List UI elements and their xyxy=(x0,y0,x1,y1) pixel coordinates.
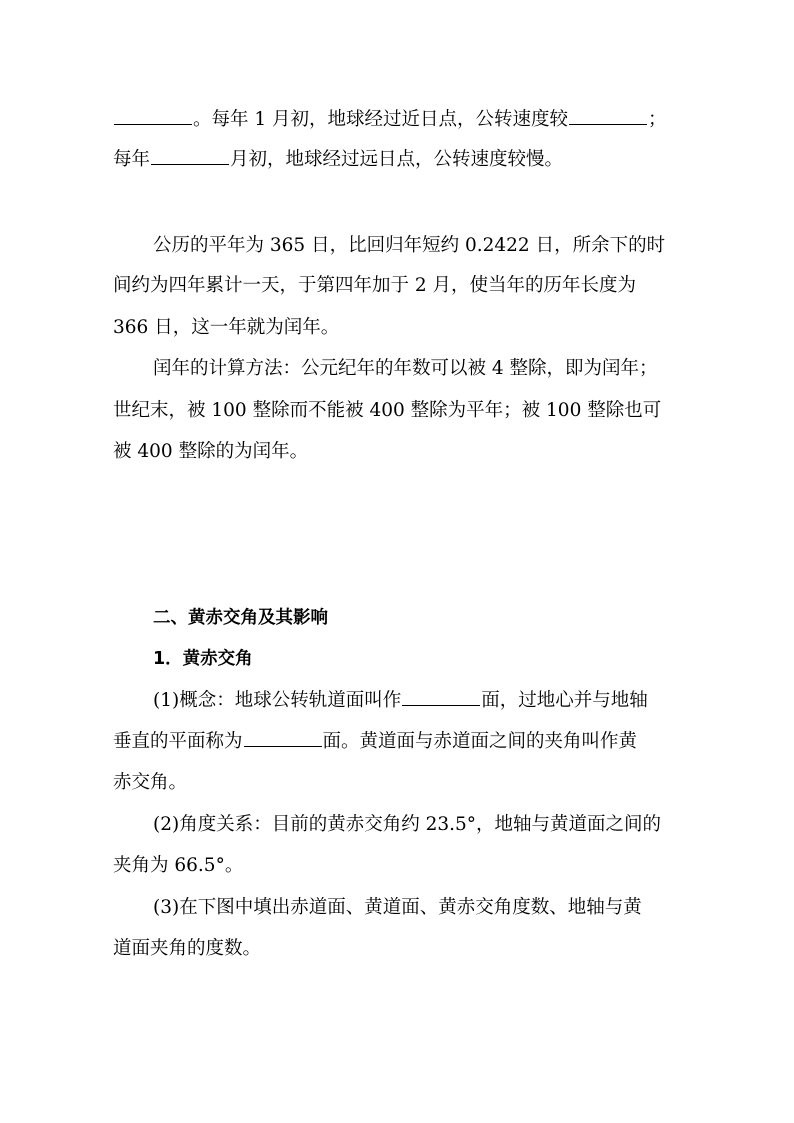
p3-line-2: 世纪末，被 100 整除而不能被 400 整除为平年；被 100 整除也可 xyxy=(113,400,662,421)
concept-line-3: 赤交角。 xyxy=(113,772,188,793)
subsection-heading: 1．黄赤交角 xyxy=(153,649,253,669)
task-line-2: 道面夹角的度数。 xyxy=(113,938,262,959)
angle-line-1: (2)角度关系：目前的黄赤交角约 23.5°，地轴与黄道面之间的 xyxy=(153,814,662,835)
text: (1)概念：地球公转轨道面叫作 xyxy=(153,690,402,711)
text: 面，过地心并与地轴 xyxy=(481,690,648,711)
text: 每年 xyxy=(113,149,151,170)
fill-blank[interactable] xyxy=(151,146,229,165)
fill-blank[interactable] xyxy=(569,106,647,125)
text: ； xyxy=(648,109,667,130)
p1-line-1 xyxy=(113,105,667,135)
concept-line-1 xyxy=(153,686,648,716)
text: 垂直的平面称为 xyxy=(113,731,243,752)
concept-line-2 xyxy=(113,727,637,757)
p3-line-3: 被 400 整除的为闰年。 xyxy=(113,441,309,462)
text: 月初，地球经过远日点，公转速度较慢。 xyxy=(230,149,564,170)
p2-line-2: 间约为四年累计一天，于第四年加于 2 月，使当年的历年长度为 xyxy=(113,275,637,296)
p2-line-3: 366 日，这一年就为闰年。 xyxy=(113,317,340,338)
p1-line-2 xyxy=(113,145,563,175)
fill-blank[interactable] xyxy=(402,687,480,706)
task-line-1: (3)在下图中填出赤道面、黄道面、黄赤交角度数、地轴与黄 xyxy=(153,897,642,918)
fill-blank[interactable] xyxy=(244,728,322,747)
section-heading: 二、黄赤交角及其影响 xyxy=(153,608,328,628)
p2-line-1: 公历的平年为 365 日，比回归年短约 0.2422 日，所余下的时 xyxy=(153,235,666,256)
text: 面。黄道面与赤道面之间的夹角叫作黄 xyxy=(322,731,638,752)
text: 。每年 1 月初，地球经过近日点，公转速度较 xyxy=(193,109,569,130)
fill-blank[interactable] xyxy=(114,106,192,125)
p3-line-1: 闰年的计算方法：公元纪年的年数可以被 4 整除，即为闰年； xyxy=(153,358,658,379)
angle-line-2: 夹角为 66.5°。 xyxy=(113,855,244,876)
